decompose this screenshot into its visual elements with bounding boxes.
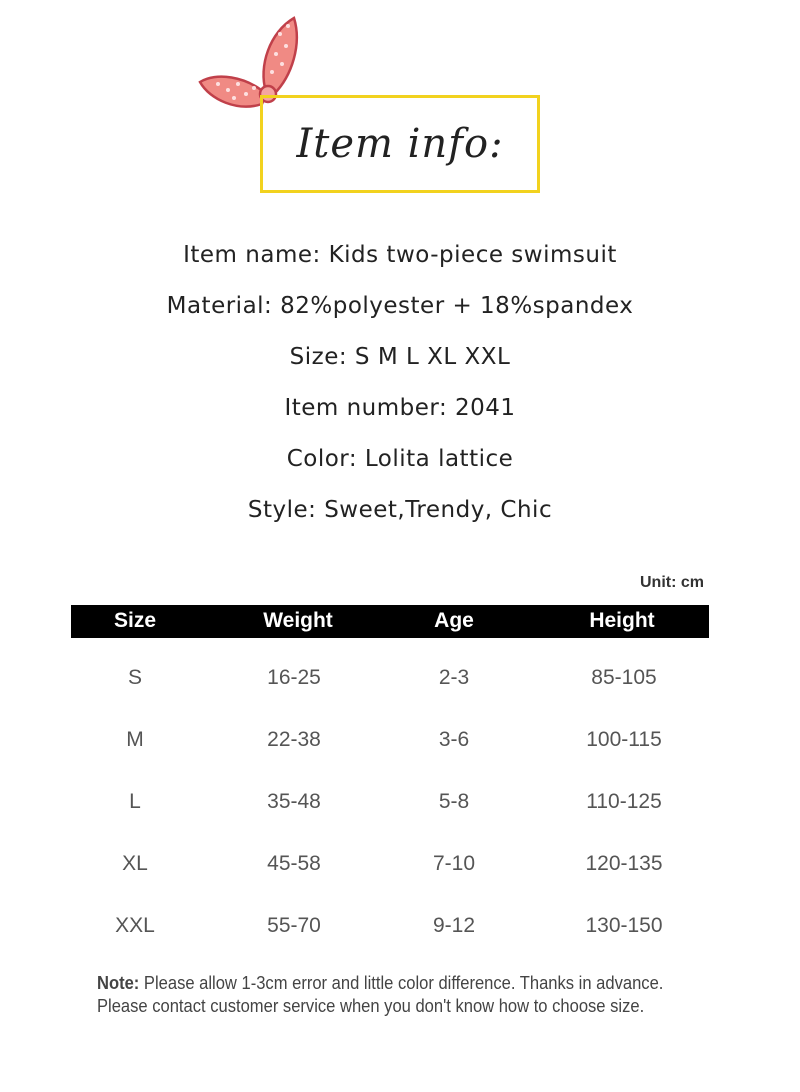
material-line: Material: 82%polyester + 18%spandex [166, 293, 634, 319]
table-cell-height: 110-125 [586, 790, 662, 813]
table-cell-size: L [129, 790, 141, 813]
table-cell-age: 5-8 [438, 790, 470, 813]
table-row [0, 728, 800, 768]
table-cell-age: 3-6 [438, 728, 470, 751]
size-line: Size: S M L XL XXL [289, 344, 511, 370]
note-line-1: Please allow 1-3cm error and little color difference. Thanks in advance. [139, 973, 664, 993]
item-number-line: Item number: 2041 [284, 395, 516, 421]
column-header-age: Age [434, 609, 474, 632]
table-cell-age: 9-12 [432, 914, 476, 937]
style-line: Style: Sweet,Trendy, Chic [247, 497, 553, 523]
table-row [0, 852, 800, 892]
note-line-2: Please contact customer service when you don't know how to choose size. [97, 996, 645, 1016]
note-block [97, 972, 686, 1018]
table-cell-height: 100-115 [586, 728, 662, 751]
table-cell-size: XXL [115, 914, 155, 937]
table-cell-weight: 55-70 [267, 914, 321, 937]
item-name-line: Item name: Kids two-piece swimsuit [183, 242, 617, 268]
table-row [0, 914, 800, 954]
table-cell-size: XL [122, 852, 148, 875]
table-row [0, 666, 800, 706]
table-cell-height: 130-150 [585, 914, 663, 937]
unit-label: Unit: cm [640, 574, 704, 591]
color-line: Color: Lolita lattice [286, 446, 514, 472]
table-cell-weight: 22-38 [267, 728, 321, 751]
table-cell-height: 85-105 [591, 666, 657, 689]
table-cell-age: 2-3 [438, 666, 470, 689]
table-cell-height: 120-135 [585, 852, 663, 875]
table-row [0, 790, 800, 830]
item-info-list [0, 232, 800, 538]
item-info-title: Item info: [296, 121, 504, 167]
table-cell-age: 7-10 [432, 852, 476, 875]
table-cell-weight: 35-48 [267, 790, 321, 813]
table-cell-weight: 45-58 [267, 852, 321, 875]
note-label: Note: [97, 973, 140, 993]
column-header-height: Height [589, 609, 655, 632]
column-header-size: Size [113, 609, 157, 632]
item-info-box [260, 95, 540, 193]
size-table-header [71, 605, 709, 638]
table-cell-weight: 16-25 [267, 666, 321, 689]
column-header-weight: Weight [263, 609, 333, 632]
table-cell-size: S [127, 666, 143, 689]
table-cell-size: M [126, 728, 144, 751]
